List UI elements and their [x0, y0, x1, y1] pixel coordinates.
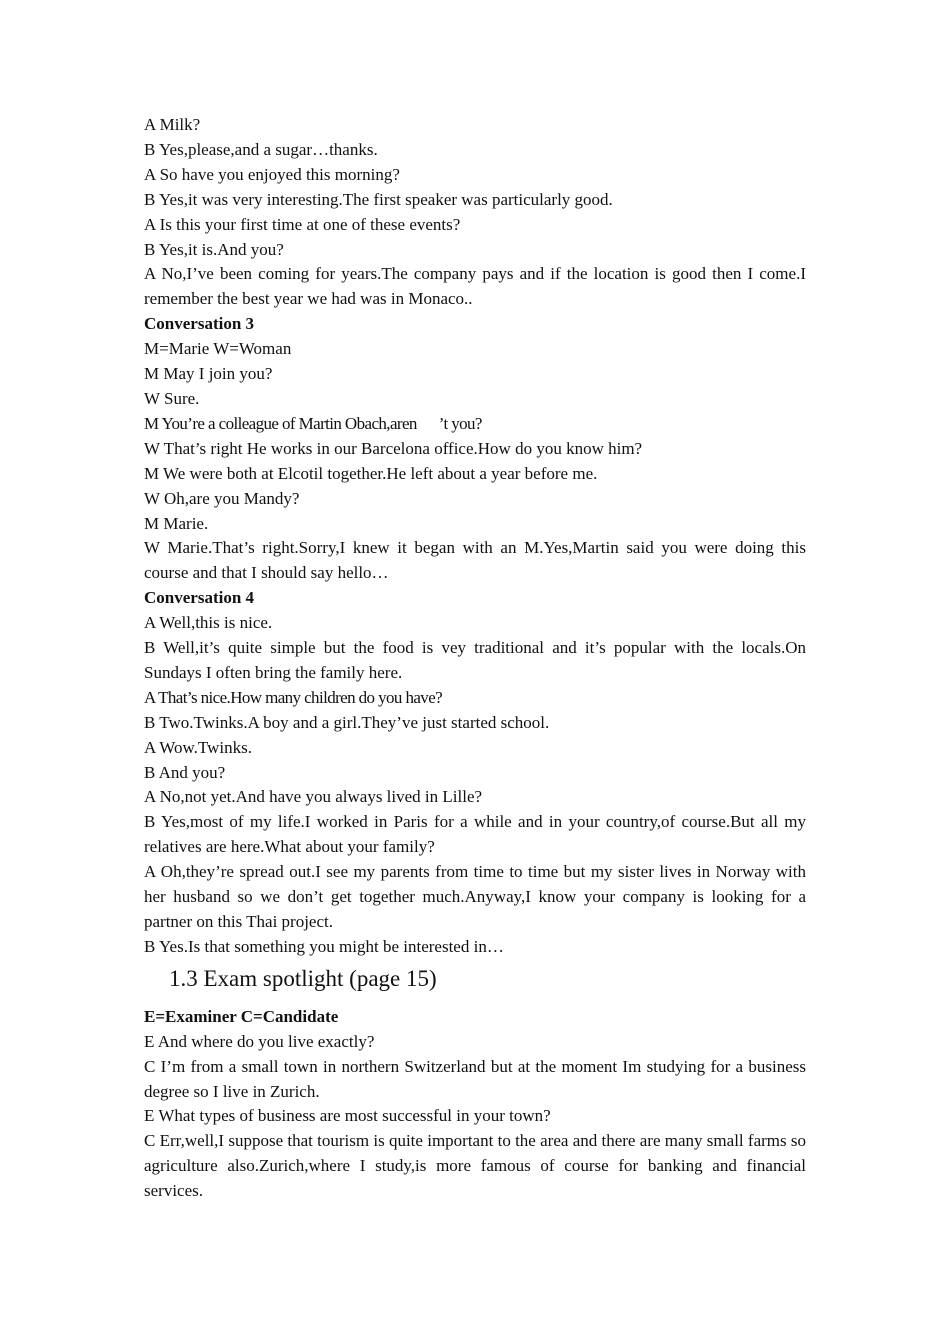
dialogue-line: B Yes,please,and a sugar…thanks. [144, 139, 378, 159]
dialogue-line: B And you? [144, 762, 226, 782]
dialogue-line: W Oh,are you Mandy? [144, 488, 300, 508]
dialogue-line: W That’s right He works in our Barcelona office.How do you know him? [144, 438, 643, 458]
dialogue-line: W Sure. [144, 388, 200, 408]
exam-cast: E=Examiner C=Candidate [144, 1006, 339, 1026]
conversation-3-heading: Conversation 3 [144, 314, 255, 334]
dialogue-paragraph: B Well,it’s quite simple but the food is vey traditional and it’s popular with the locals.On Sundays I often bring the family here. [144, 638, 806, 682]
conversation-4-heading: Conversation 4 [144, 588, 255, 608]
dialogue-paragraph: C I’m from a small town in northern Switzerland but at the moment Im studying for a business degree so I live in Zurich. [144, 1056, 806, 1101]
dialogue-line: A No,not yet.And have you always lived in Lille? [144, 787, 483, 807]
exam-spotlight-heading: 1.3 Exam spotlight (page 15) [169, 965, 437, 991]
dialogue-line: A Is this your first time at one of these events? [144, 214, 461, 234]
dialogue-line: M Marie. [144, 513, 209, 533]
dialogue-line: E And where do you live exactly? [144, 1031, 375, 1051]
dialogue-paragraph: C Err,well,I suppose that tourism is quite important to the area and there are many small farms so agriculture also.Zurich,where I study,is more famous of course for banking and financial services. [144, 1131, 806, 1201]
dialogue-line: M May I join you? [144, 364, 273, 384]
dialogue-line: A Well,this is nice. [144, 613, 273, 633]
dialogue-line: M You’re a colleague of Martin Obach,aren ’t you? [144, 413, 482, 433]
dialogue-line: M We were both at Elcotil together.He left about a year before me. [144, 463, 598, 483]
dialogue-paragraph: W Marie.That’s right.Sorry,I knew it began with an M.Yes,Martin said you were doing this course and that I should say hello… [144, 538, 806, 583]
dialogue-line: B Yes.Is that something you might be interested in… [144, 936, 504, 956]
dialogue-line: B Yes,it was very interesting.The first speaker was particularly good. [144, 189, 613, 209]
dialogue-line: E What types of business are most successful in your town? [144, 1106, 551, 1126]
dialogue-line: A Wow.Twinks. [144, 737, 252, 757]
document-page [144, 113, 806, 1204]
dialogue-paragraph: B Yes,most of my life.I worked in Paris for a while and in your country,of course.But all my relatives are here.What about your family? [144, 812, 806, 857]
dialogue-line: A Milk? [144, 115, 201, 134]
dialogue-paragraph: A No,I’ve been coming for years.The company pays and if the location is good then I come.I remember the best year we had was in Monaco.. [144, 264, 806, 309]
conversation-3-cast: M=Marie W=Woman [144, 339, 292, 359]
dialogue-line: A That’s nice.How many children do you have? [144, 687, 443, 707]
dialogue-line: B Two.Twinks.A boy and a girl.They’ve just started school. [144, 712, 550, 732]
dialogue-paragraph: A Oh,they’re spread out.I see my parents from time to time but my sister lives in Norway with her husband so we don’t get together much.Anyway,I know your company is looking for a partner on this Thai project. [144, 862, 806, 931]
dialogue-line: B Yes,it is.And you? [144, 239, 284, 259]
dialogue-line: A So have you enjoyed this morning? [144, 164, 400, 184]
